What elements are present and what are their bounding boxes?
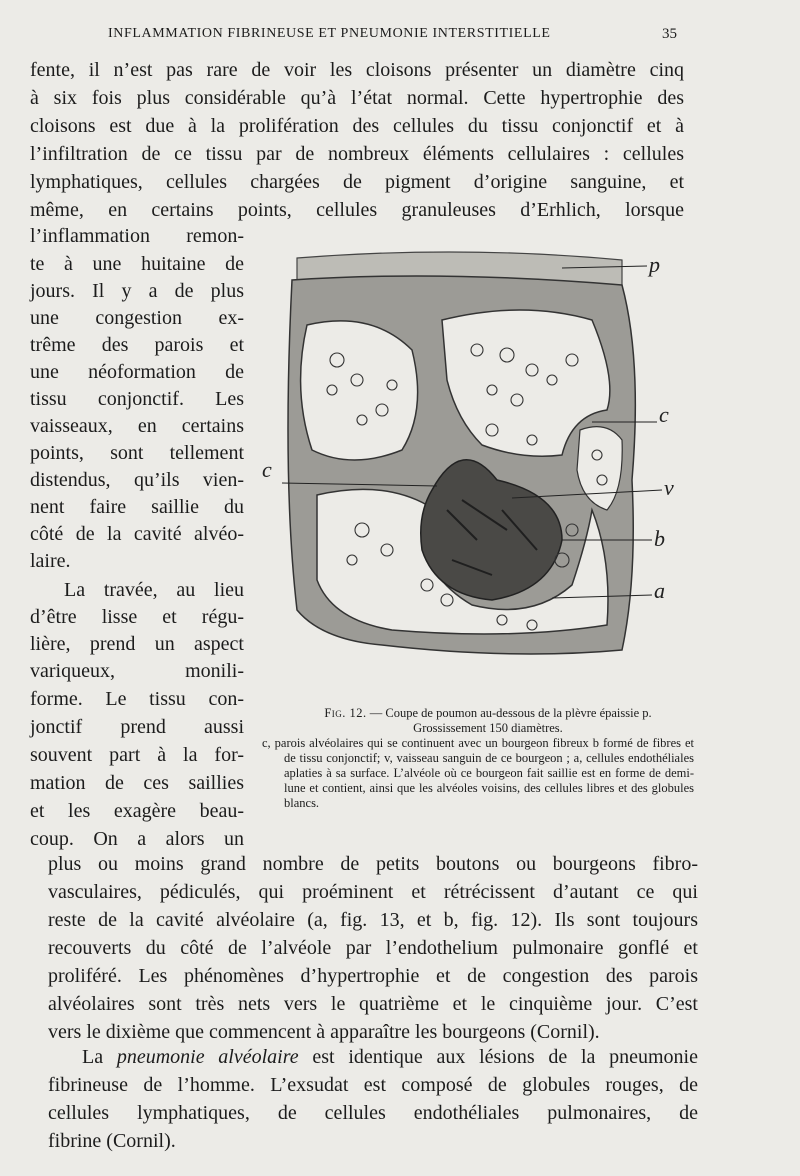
text-line: cloisons est due à la prolifération des cellules du tissu conjonctif et à [30, 115, 684, 137]
text-line: fibrineuse de l’homme. L’exsudat est composé de globules rouges, de [48, 1074, 698, 1096]
text-line: coup. On a alors un [30, 828, 244, 850]
text-line: La pneumonie alvéolaire est identique aux lésions de la pneumonie [82, 1046, 698, 1068]
text-line: alvéolaires sont très nets vers le quatrième et le cinquième jour. C’est [48, 993, 698, 1015]
text-line: une néoformation de [30, 361, 244, 383]
caption-body: c, parois alvéolaires qui se continuent avec un bourgeon fibreux b formé de fibres et de tissu conjonctif; v, vaisseau sanguin de ce bourgeon ; a, cellules endothéliales aplaties à sa surface. L’alvéole où ce bourgeon fait saillie est en forme de demi-lune et contient, ainsi que les alvéoles voisins, des cellules libres et des globules blancs. [262, 736, 694, 810]
text-line: nent faire saillie du [30, 496, 244, 518]
text-line: tissu conjonctif. Les [30, 388, 244, 410]
text-line: même, en certains points, cellules granuleuses d’Erhlich, lorsque [30, 199, 684, 221]
text-line: une congestion ex- [30, 307, 244, 329]
figure-label-a: a [654, 578, 665, 603]
text-line: distendus, qu’ils vien- [30, 469, 244, 491]
caption-title: — Coupe de poumon au-dessous de la plèvre épaissie p. [366, 706, 652, 720]
text-line: et les exagère beau- [30, 800, 244, 822]
text-line: cellules lymphatiques, de cellules endothéliales pulmonaires, de [48, 1102, 698, 1124]
figure-label-v: v [664, 475, 674, 500]
text-line: variqueux, monili- [30, 660, 244, 682]
text-line: l’infiltration de ce tissu par de nombreux éléments cellulaires : cellules [30, 143, 684, 165]
text-line: lière, prend un aspect [30, 633, 244, 655]
text-line: jours. Il y a de plus [30, 280, 244, 302]
text-line: côté de la cavité alvéo- [30, 523, 244, 545]
running-title: INFLAMMATION FIBRINEUSE ET PNEUMONIE INTERSTITIELLE [108, 26, 551, 41]
text-line: lymphatiques, cellules chargées de pigment d’origine sanguine, et [30, 171, 684, 193]
text-line: fente, il n’est pas rare de voir les cloisons présenter un diamètre cinq [30, 59, 684, 81]
text-line: mation de ces saillies [30, 772, 244, 794]
text-line: souvent part à la for- [30, 744, 244, 766]
figure-illustration [262, 240, 712, 705]
text-line: forme. Le tissu con- [30, 688, 244, 710]
text-line: vers le dixième que commencent à apparaître les bourgeons (Cornil). [48, 1021, 600, 1043]
text-line: jonctif prend aussi [30, 716, 244, 738]
text-line: laire. [30, 550, 71, 572]
text-line: d’être lisse et régu- [30, 606, 244, 628]
caption-magnification: Grossissement 150 diamètres. [413, 721, 563, 735]
page-number: 35 [662, 26, 677, 42]
text-line: La travée, au lieu [64, 579, 244, 601]
italic-term: pneumonie alvéolaire [116, 1046, 299, 1068]
text-line: l’inflammation remon- [30, 225, 244, 247]
text-line: vasculaires, pédiculés, qui proéminent et rétrécissent d’autant ce qui [48, 881, 698, 903]
text-line: te à une huitaine de [30, 253, 244, 275]
text-line: reste de la cavité alvéolaire (a, fig. 13, et b, fig. 12). Ils sont toujours [48, 909, 698, 931]
caption-fig-label: Fig. 12. [324, 706, 367, 720]
text-line: points, sont tellement [30, 442, 244, 464]
text-line: fibrine (Cornil). [48, 1130, 176, 1152]
text-line: recouverts du côté de l’alvéole par l’endothelium pulmonaire gonflé et [48, 937, 698, 959]
text-line: à six fois plus considérable qu’à l’état normal. Cette hypertrophie des [30, 87, 684, 109]
figure-caption [262, 706, 694, 811]
figure-label-p: p [649, 252, 660, 277]
figure-label-c-right: c [659, 402, 669, 427]
text-line: vaisseaux, en certains [30, 415, 244, 437]
histology-drawing [262, 240, 712, 705]
figure-label-b: b [654, 526, 665, 551]
caption-heading [262, 706, 694, 721]
figure-label-c-left: c [262, 457, 272, 482]
text-line: plus ou moins grand nombre de petits boutons ou bourgeons fibro- [48, 853, 698, 875]
text-line: proliféré. Les phénomènes d’hypertrophie et de congestion des parois [48, 965, 698, 987]
text-line: trême des parois et [30, 334, 244, 356]
